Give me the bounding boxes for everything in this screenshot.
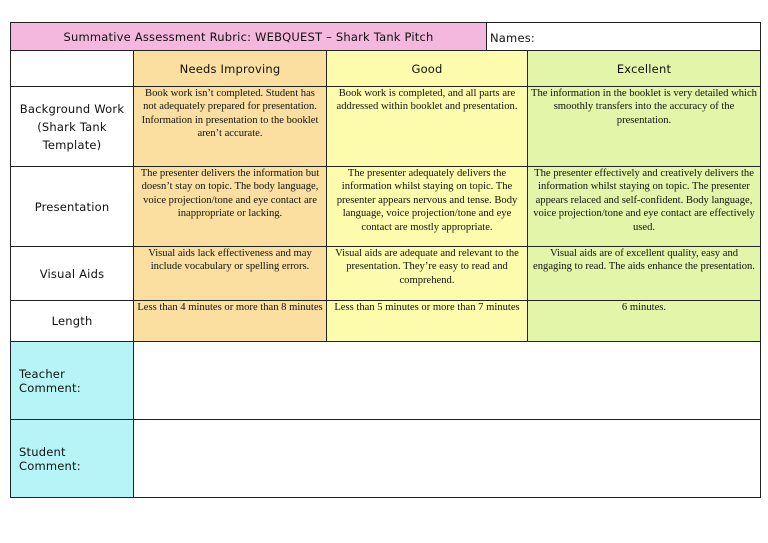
cell-background-needs: Book work isn’t completed. Student has not adequately prepared for presentation. Information in presentation to the booklet aren’t accurate. xyxy=(134,87,327,167)
teacher-comment-field[interactable] xyxy=(134,342,761,420)
row-label-line: Presentation xyxy=(34,199,110,214)
corner-cell xyxy=(11,51,134,87)
cell-background-excellent: The information in the booklet is very detailed which smoothly transfers into the accuracy of the presentation. xyxy=(528,87,761,167)
cell-length-good: Less than 5 minutes or more than 7 minutes xyxy=(327,301,528,342)
cell-presentation-excellent: The presenter effectively and creatively delivers the information whilst staying on topic. The presenter appears relaced and self-confident. Body language, voice projection/tone and eye contact are effectively used. xyxy=(528,167,761,247)
row-label-length xyxy=(11,301,134,342)
names-field[interactable] xyxy=(487,23,761,51)
row-label-line: Background Work xyxy=(19,101,125,116)
cell-length-excellent: 6 minutes. xyxy=(528,301,761,342)
header-good: Good xyxy=(327,51,528,87)
table-row xyxy=(11,247,761,301)
row-label-line: (Shark Tank xyxy=(37,119,107,134)
student-comment-label: Student Comment: xyxy=(11,420,134,498)
row-label-presentation xyxy=(11,167,134,247)
student-comment-field[interactable] xyxy=(134,420,761,498)
row-label-background-work xyxy=(11,87,134,167)
cell-visual-good: Visual aids are adequate and relevant to the presentation. They’re easy to read and comprehend. xyxy=(327,247,528,301)
cell-visual-excellent: Visual aids are of excellent quality, easy and engaging to read. The aids enhance the presentation. xyxy=(528,247,761,301)
table-row xyxy=(11,167,761,247)
row-label-visual-aids xyxy=(11,247,134,301)
teacher-comment-row xyxy=(11,342,761,420)
cell-visual-needs: Visual aids lack effectiveness and may include vocabulary or spelling errors. xyxy=(134,247,327,301)
student-comment-row xyxy=(11,420,761,498)
cell-presentation-needs: The presenter delivers the information but doesn’t stay on topic. The body language, voice projection/tone and eye contact are inappropriate or lacking. xyxy=(134,167,327,247)
cell-presentation-good: The presenter adequately delivers the information whilst staying on topic. The presenter appears nervous and tense. Body language, voice projection/tone and eye contact are mostly appropriate. xyxy=(327,167,528,247)
row-label-line: Visual Aids xyxy=(39,266,105,281)
header-needs-improving: Needs Improving xyxy=(134,51,327,87)
cell-length-needs: Less than 4 minutes or more than 8 minutes xyxy=(134,301,327,342)
cell-background-good: Book work is completed, and all parts are addressed within booklet and presentation. xyxy=(327,87,528,167)
title-row xyxy=(11,23,761,51)
rubric-title: Summative Assessment Rubric: WEBQUEST – Shark Tank Pitch xyxy=(11,23,487,51)
rubric-table xyxy=(10,22,761,498)
table-row xyxy=(11,87,761,167)
table-row xyxy=(11,301,761,342)
names-label: Names: xyxy=(490,31,535,45)
row-label-line: Length xyxy=(51,314,93,328)
header-excellent: Excellent xyxy=(528,51,761,87)
column-header-row xyxy=(11,51,761,87)
row-label-line: Template) xyxy=(42,137,102,152)
teacher-comment-label: Teacher Comment: xyxy=(11,342,134,420)
